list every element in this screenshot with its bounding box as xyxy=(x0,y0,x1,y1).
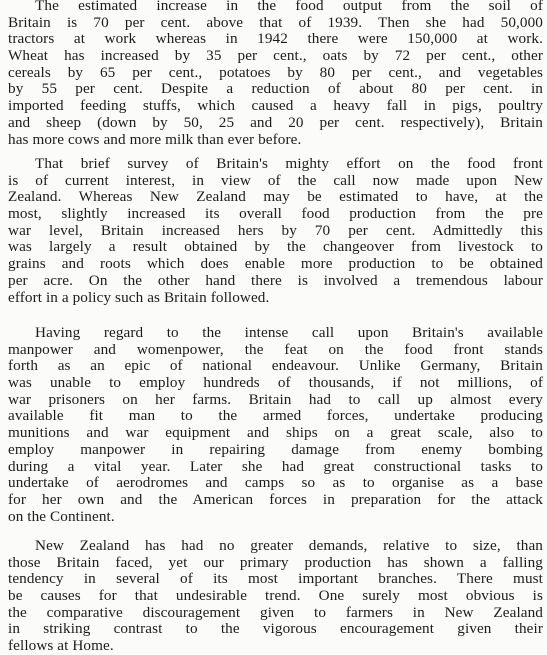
text-line: war prisoners on her farms. Britain had to call up almost every xyxy=(8,391,543,408)
text-line: Britain is 70 per cent. above that of 1939. Then she had 50,000 xyxy=(8,14,543,31)
text-line: munitions and war equipment and ships on a great scale, also to xyxy=(8,425,543,442)
text-line: New Zealand has had no greater demands, relative to size, than xyxy=(35,538,543,554)
paragraph-manpower xyxy=(8,325,543,525)
text-line: undertake of aerodromes and camps so as to organise as a base xyxy=(8,475,543,492)
text-line: cereals by 65 per cent., potatoes by 80 per cent., and vegetables xyxy=(8,64,543,81)
text-line: was largely a result obtained by the changeover from livestock to xyxy=(8,239,543,256)
text-line: Wheat has increased by 35 per cent., oats by 72 per cent., other xyxy=(8,48,543,65)
text-line: The estimated increase in the food output from the soil of xyxy=(35,0,543,14)
text-line: war level, Britain increased hers by 70 per cent. Admittedly this xyxy=(8,222,543,239)
text-line: for her own and the American forces in preparation for the attack xyxy=(8,491,543,508)
text-line: per acre. On the other hand there is involved a tremendous labour xyxy=(8,272,543,289)
text-line: available fit man to the armed forces, undertake producing xyxy=(8,408,543,425)
text-line: forth as an epic of national endeavour. Unlike Germany, Britain xyxy=(8,358,543,375)
paragraph-new-zealand xyxy=(8,538,543,655)
text-line: by 55 per cent. Despite a reduction of about 80 per cent. in xyxy=(8,81,543,98)
text-line: manpower and womenpower, the feat on the food front stands xyxy=(8,341,543,358)
text-line: effort in a policy such as Britain followed. xyxy=(8,289,270,306)
text-line: tractors at work whereas in 1942 there were 150,000 at work. xyxy=(8,31,543,48)
text-line: in striking contrast to the vigorous encouragement given their xyxy=(8,621,543,638)
text-line: employ manpower in repairing damage from enemy bombing xyxy=(8,441,543,458)
text-line: most, slightly increased its overall food production from the pre xyxy=(8,206,543,223)
text-line: was unable to employ hundreds of thousands, if not millions, of xyxy=(8,375,543,392)
paragraph-food-output xyxy=(8,0,543,148)
text-line: the comparative discouragement given to farmers in New Zealand xyxy=(8,604,543,621)
text-line: That brief survey of Britain's mighty effort on the food front xyxy=(35,156,543,172)
text-line: and sheep (down by 50, 25 and 20 per cent. respectively), Britain xyxy=(8,114,543,131)
text-line: Having regard to the intense call upon Britain's available xyxy=(35,325,543,341)
text-line: has more cows and more milk than ever before. xyxy=(8,131,302,148)
text-line: is of current interest, in view of the call now made upon New xyxy=(8,172,543,189)
text-line: during a vital year. Later she had great constructional tasks to xyxy=(8,458,543,475)
text-line: those Britain faced, yet our primary production has shown a falling xyxy=(8,554,543,571)
text-line: Zealand. Whereas New Zealand may be estimated to have, at the xyxy=(8,189,543,206)
text-line: grains and roots which does enable more production to be obtained xyxy=(8,256,543,273)
text-line: on the Continent. xyxy=(8,508,115,525)
text-line: tendency in several of its most important branches. There must xyxy=(8,571,543,588)
text-line: imported feeding stuffs, which caused a heavy fall in pigs, poultry xyxy=(8,98,543,115)
text-line: fellows at Home. xyxy=(8,638,114,655)
text-line: be causes for that undesirable trend. One surely most obvious is xyxy=(8,588,543,605)
paragraph-brief-survey xyxy=(8,156,543,306)
